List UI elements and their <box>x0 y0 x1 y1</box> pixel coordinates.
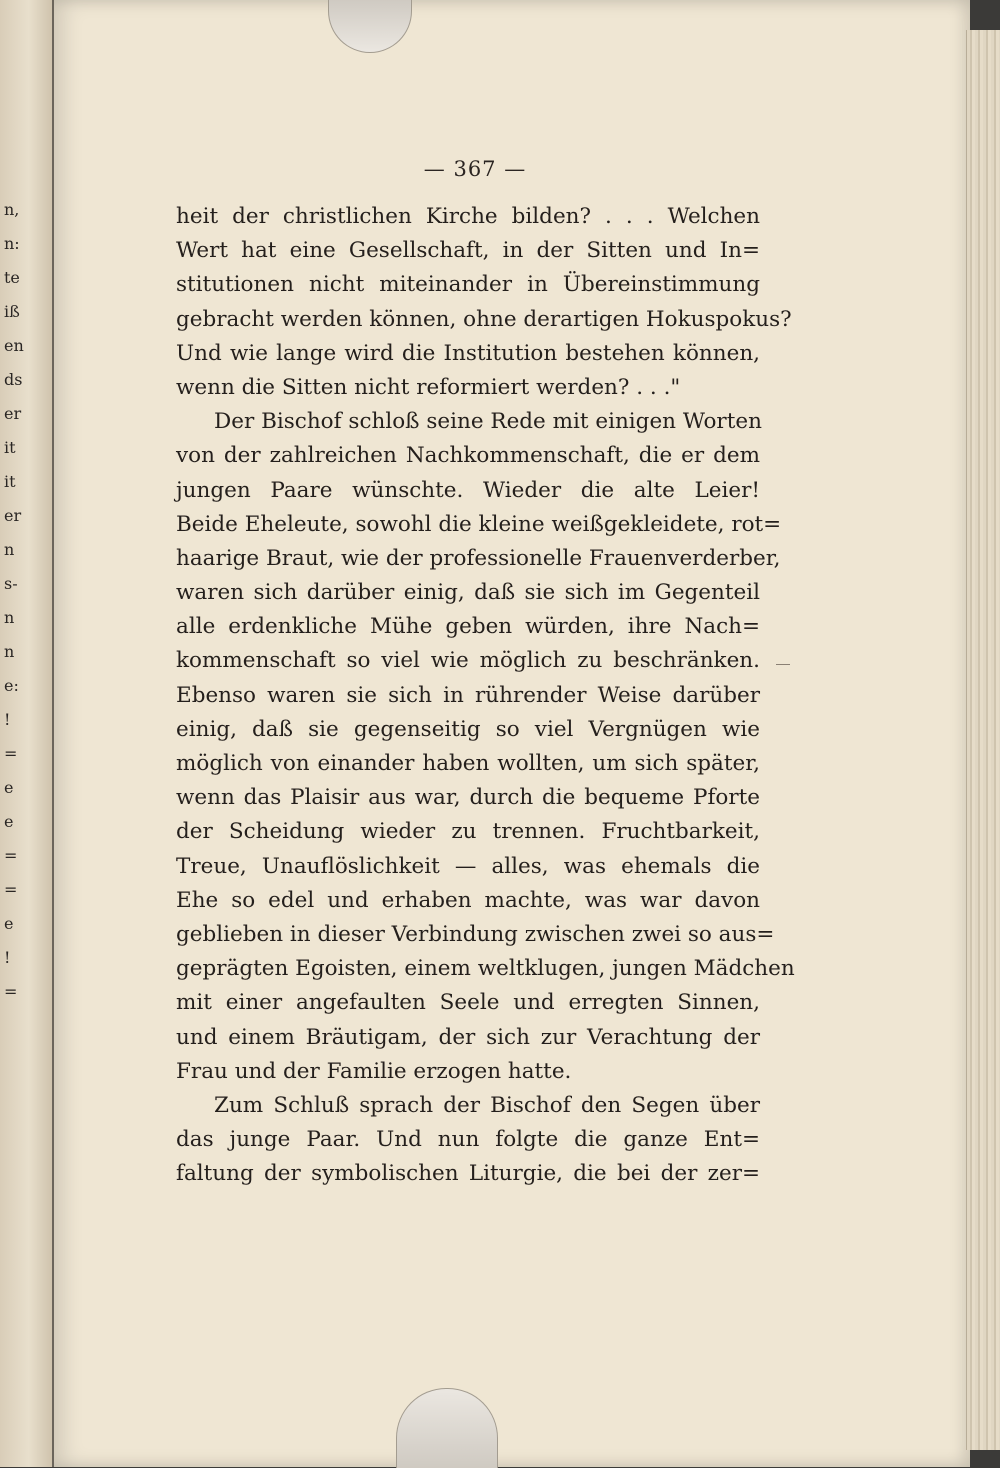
text-line: alle erdenkliche Mühe geben würden, ihre Nach= <box>176 614 760 640</box>
text-line: heit der christlichen Kirche bilden? . . . Welchen <box>176 204 760 229</box>
facing-page-fragment: e <box>4 914 14 933</box>
body-text <box>176 200 795 1191</box>
text-line: möglich von einander haben wollten, um sich später, <box>176 751 760 776</box>
facing-page-fragment: e <box>4 812 14 831</box>
facing-page-fragment: ! <box>4 710 11 729</box>
text-line: Der Bischof schloß seine Rede mit einigen Worten <box>214 409 762 435</box>
text-line: jungen Paare wünschte. Wieder die alte Leier! <box>176 477 760 503</box>
text-line: mit einer angefaulten Seele und erregten Sinnen, <box>176 990 760 1016</box>
facing-page-fragment: ds <box>4 370 23 389</box>
facing-page-fragment: it <box>4 438 16 457</box>
text-line: haarige Braut, wie der professionelle Frauenverderber, <box>176 545 781 571</box>
facing-page-fragment: = <box>4 846 18 865</box>
facing-page-fragment: it <box>4 472 16 491</box>
text-line: Zum Schluß sprach der Bischof den Segen über <box>214 1092 760 1118</box>
text-line: geblieben in dieser Verbindung zwischen zwei so aus= <box>176 921 775 947</box>
text-line: geprägten Egoisten, einem weltklugen, jungen Mädchen <box>176 956 795 982</box>
text-line: kommenschaft so viel wie möglich zu beschränken. <box>176 648 760 674</box>
facing-page-fragment: te <box>4 268 20 287</box>
facing-page-fragment: = <box>4 744 18 763</box>
facing-page-fragment: iß <box>4 302 20 321</box>
text-line: Ebenso waren sie sich in rührender Weise darüber <box>176 682 760 708</box>
text-line: Wert hat eine Gesellschaft, in der Sitten und In= <box>176 238 760 264</box>
facing-page-fragment: n <box>4 540 15 559</box>
text-line: und einem Bräutigam, der sich zur Verachtung der <box>176 1024 760 1050</box>
text-line: stitutionen nicht miteinander in Übereinstimmung <box>176 272 760 298</box>
facing-page-fragment: ! <box>4 948 11 967</box>
text-line: Treue, Unauflöslichkeit — alles, was ehemals die <box>176 853 760 879</box>
facing-page-fragment: n, <box>4 200 20 219</box>
text-line: waren sich darüber einig, daß sie sich im Gegenteil <box>176 580 760 606</box>
facing-page-fragment: n: <box>4 234 20 253</box>
facing-page-fragment: = <box>4 982 18 1001</box>
text-line: wenn die Sitten nicht reformiert werden? . . ." <box>176 374 681 400</box>
facing-page-fragment: = <box>4 880 18 899</box>
facing-page-fragment: er <box>4 404 22 423</box>
text-line: das junge Paar. Und nun folgte die ganze Ent= <box>176 1127 760 1153</box>
facing-page-edge <box>0 0 54 1467</box>
text-line: gebracht werden können, ohne derartigen Hokuspokus? <box>176 306 792 332</box>
text-line: Beide Eheleute, sowohl die kleine weißgekleidete, rot= <box>176 511 782 537</box>
text-line: Ehe so edel und erhaben machte, was war davon <box>176 887 760 913</box>
facing-page-fragment: e <box>4 778 14 797</box>
facing-page-fragment: n <box>4 642 15 661</box>
facing-page-fragment: en <box>4 336 24 355</box>
text-line: wenn das Plaisir aus war, durch die bequeme Pforte <box>176 785 760 811</box>
text-line: einig, daß sie gegenseitig so viel Vergnügen wie <box>176 716 760 742</box>
facing-page-fragment: s- <box>4 574 18 593</box>
margin-mark <box>776 664 790 665</box>
facing-page-fragment: n <box>4 608 15 627</box>
facing-page-fragment: e: <box>4 676 19 695</box>
facing-page-fragment: er <box>4 506 22 525</box>
page-number: — 367 — <box>423 157 527 181</box>
page-stack-edge <box>966 30 1000 1450</box>
text-line: faltung der symbolischen Liturgie, die bei der zer= <box>176 1161 760 1187</box>
text-line: Frau und der Familie erzogen hatte. <box>176 1058 572 1084</box>
text-line: von der zahlreichen Nachkommenschaft, die er dem <box>176 443 760 469</box>
text-line: Und wie lange wird die Institution bestehen können, <box>176 340 760 366</box>
text-line: der Scheidung wieder zu trennen. Fruchtbarkeit, <box>176 819 760 845</box>
